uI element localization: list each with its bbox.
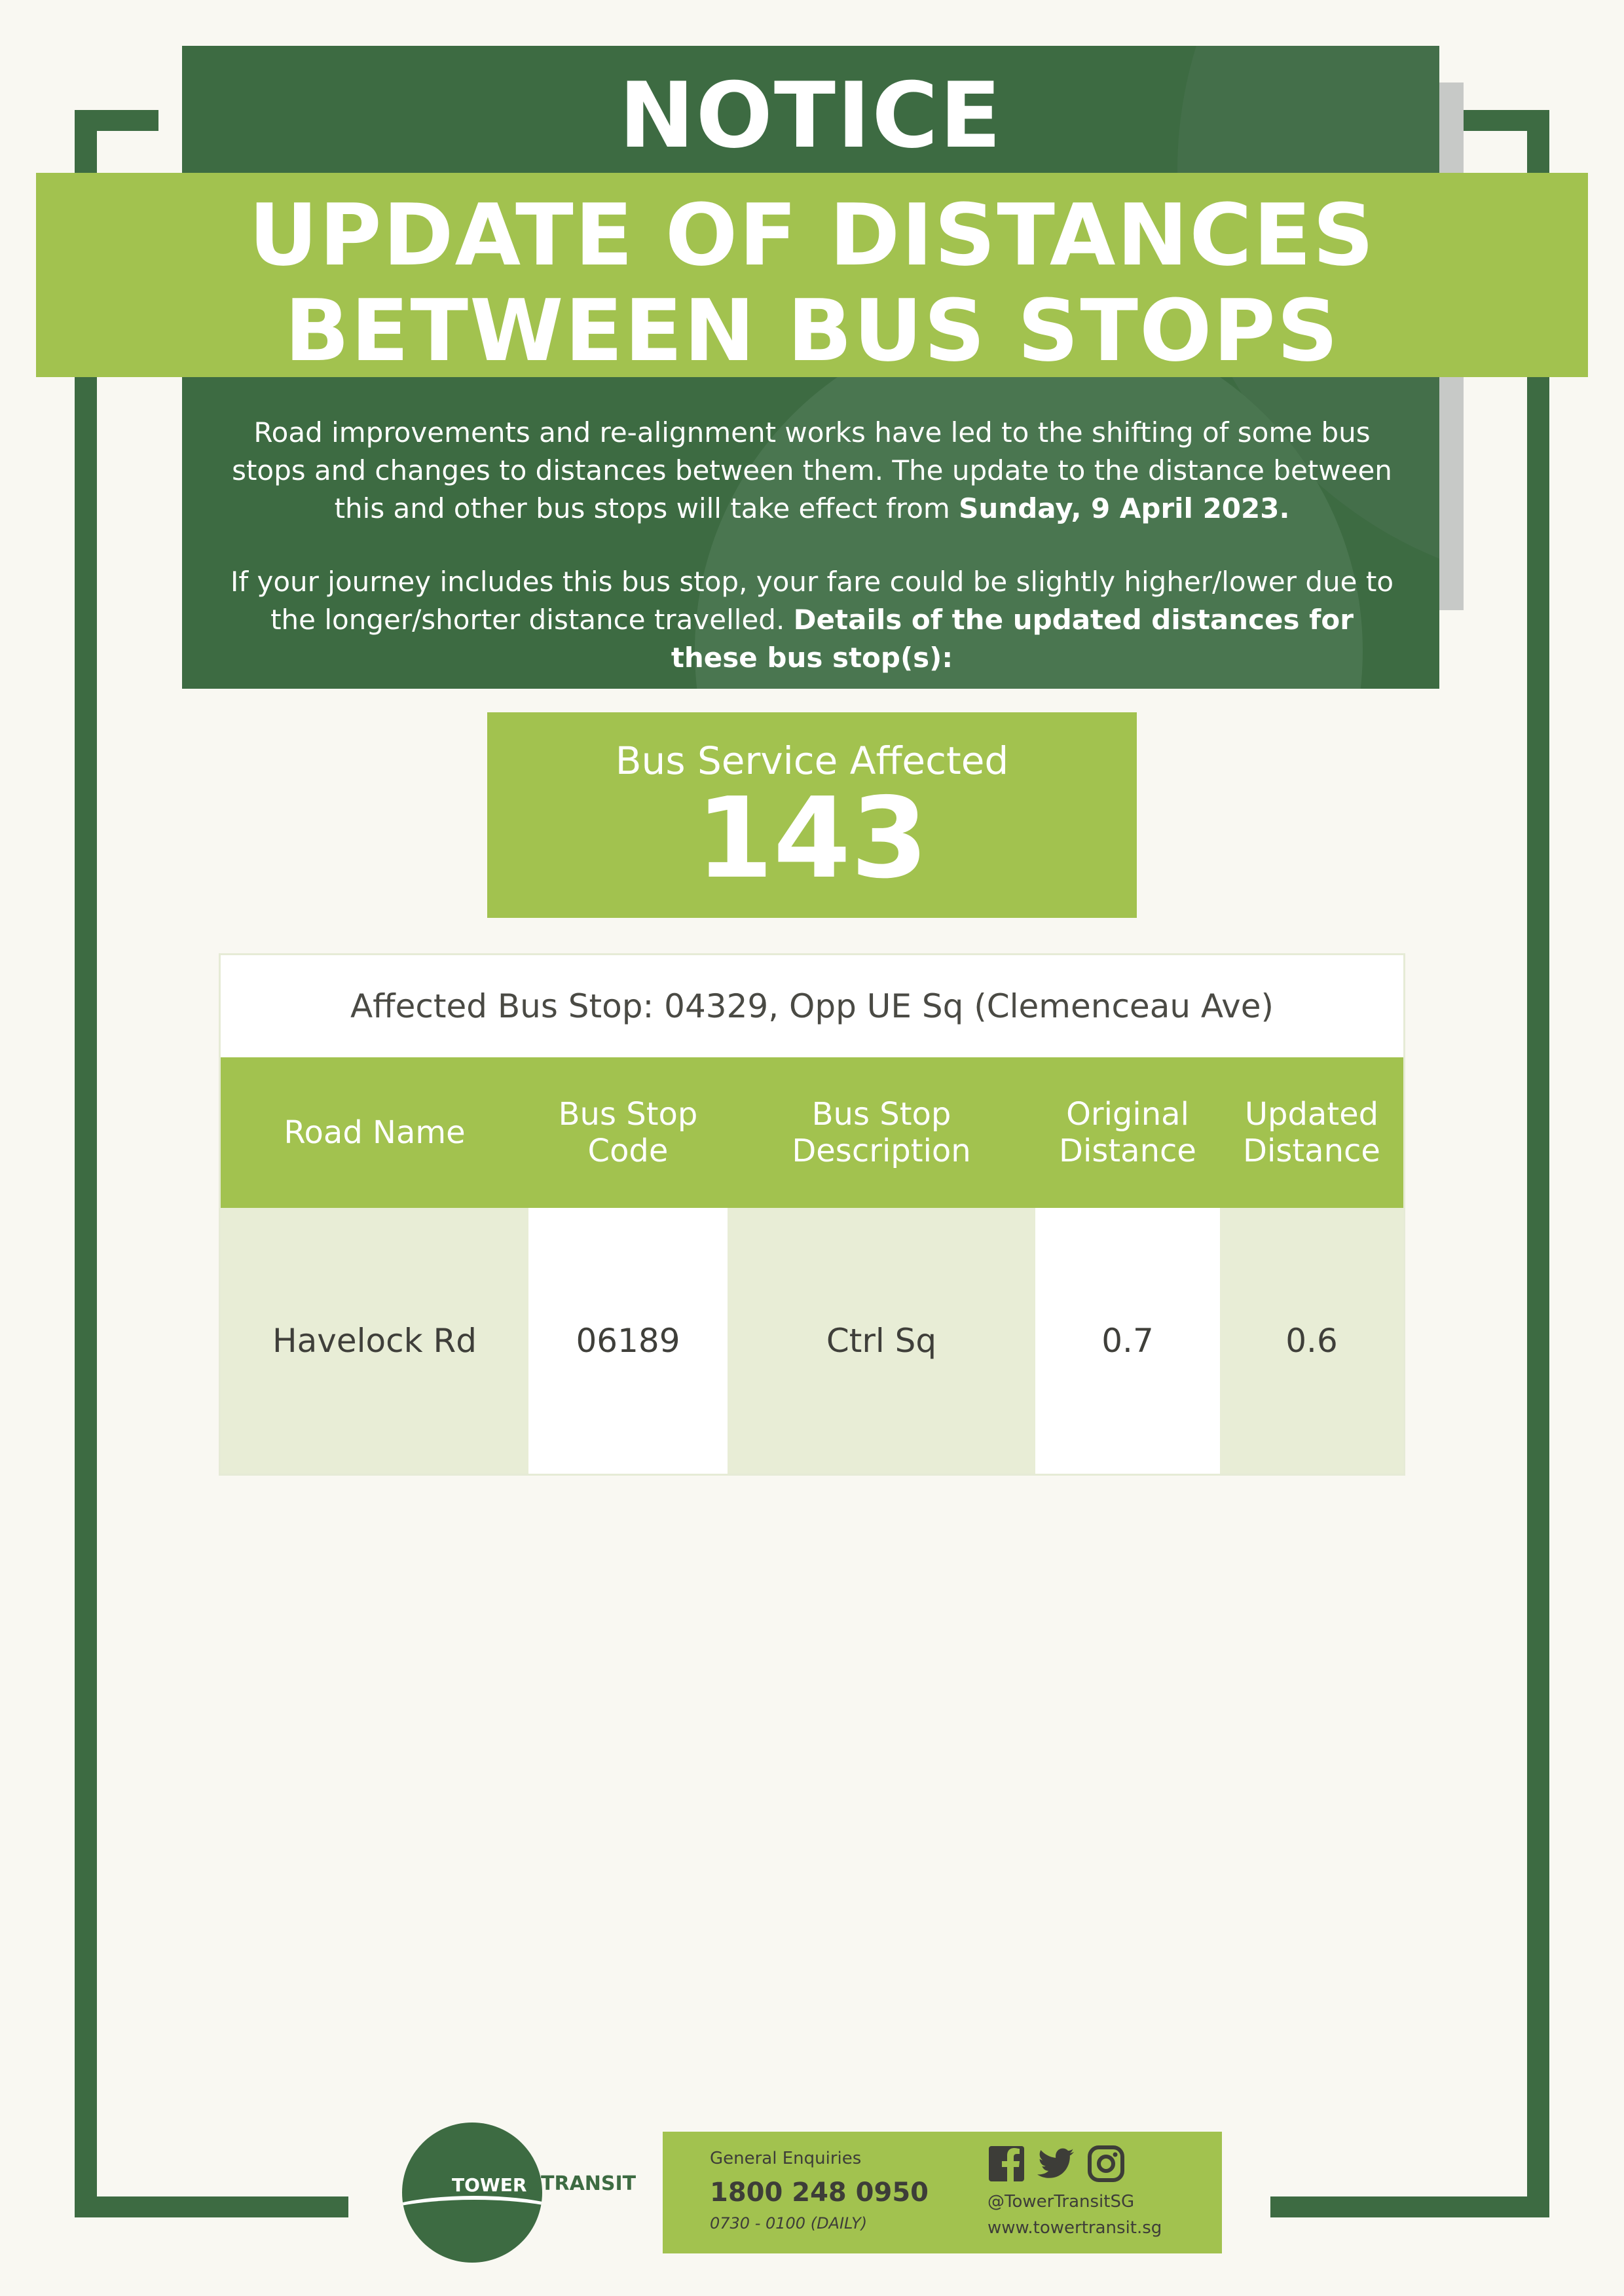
update-title-band	[36, 173, 1588, 380]
logo-text-tower: TOWER	[452, 2174, 527, 2196]
cell-road-name: Havelock Rd	[221, 1208, 528, 1474]
bus-service-number: 143	[695, 774, 929, 903]
social-handle[interactable]: @TowerTransitSG	[987, 2192, 1135, 2212]
table-row	[221, 1208, 1403, 1474]
affected-stop-caption: Affected Bus Stop: 04329, Opp UE Sq (Clemenceau Ave)	[350, 987, 1274, 1025]
cell-bus-stop-code: 06189	[576, 1322, 680, 1360]
frame-bottom-left-bar	[75, 2196, 348, 2217]
frame-right-bar	[1527, 110, 1549, 2196]
logo-text-transit: TRANSIT	[541, 2172, 637, 2195]
intro-paragraph-1	[223, 414, 1401, 528]
intro-text	[223, 414, 1401, 712]
cell-original-distance: 0.7	[1101, 1322, 1154, 1360]
contact-box	[663, 2132, 1222, 2253]
table-header-row	[221, 1057, 1403, 1208]
logo-swoosh	[402, 2196, 542, 2252]
update-title-line-1: UPDATE OF DISTANCES	[248, 185, 1376, 285]
bus-service-label: Bus Service Affected	[615, 738, 1009, 783]
header-original-distance: Original Distance	[1059, 1096, 1196, 1169]
website-link[interactable]: www.towertransit.sg	[987, 2218, 1162, 2238]
frame-top-left-bar	[75, 110, 158, 131]
distance-table	[219, 953, 1405, 1476]
frame-top-right-bar	[1462, 110, 1549, 131]
notice-title: NOTICE	[619, 63, 1003, 168]
enquiries-hours: 0730 - 0100 (DAILY)	[710, 2214, 868, 2232]
cell-bus-stop-description: Ctrl Sq	[728, 1208, 1035, 1474]
facebook-icon[interactable]	[987, 2145, 1025, 2183]
instagram-icon[interactable]	[1087, 2145, 1125, 2183]
intro-p2-text: If your journey includes this bus stop, your fare could be slightly higher/lower due to the longer/shorter distance travelled.	[230, 566, 1394, 636]
effective-date: Sunday, 9 April 2023.	[959, 492, 1290, 524]
update-title-line-2: BETWEEN BUS STOPS	[284, 281, 1340, 380]
bus-service-box	[487, 712, 1137, 918]
header-bus-stop-code: Bus Stop Code	[558, 1096, 698, 1169]
intro-paragraph-2	[223, 563, 1401, 677]
social-icons	[987, 2145, 1125, 2183]
frame-bottom-right-bar	[1270, 2196, 1549, 2217]
enquiries-phone[interactable]: 1800 248 0950	[710, 2178, 929, 2208]
header-road-name: Road Name	[284, 1114, 466, 1151]
details-lead: Details of the updated distances for these bus stop(s):	[671, 604, 1354, 674]
intro-p1-text: Road improvements and re-alignment works have led to the shifting of some bus stops and changes to distances between them. The update to the distance between this and other bus stops will take effect from	[232, 416, 1392, 524]
cell-updated-distance: 0.6	[1220, 1208, 1403, 1474]
enquiries-label: General Enquiries	[710, 2149, 862, 2168]
frame-left-bar	[75, 110, 97, 2196]
header-bus-stop-description: Bus Stop Description	[792, 1096, 971, 1169]
header-updated-distance: Updated Distance	[1243, 1096, 1380, 1169]
twitter-icon[interactable]	[1037, 2145, 1075, 2183]
